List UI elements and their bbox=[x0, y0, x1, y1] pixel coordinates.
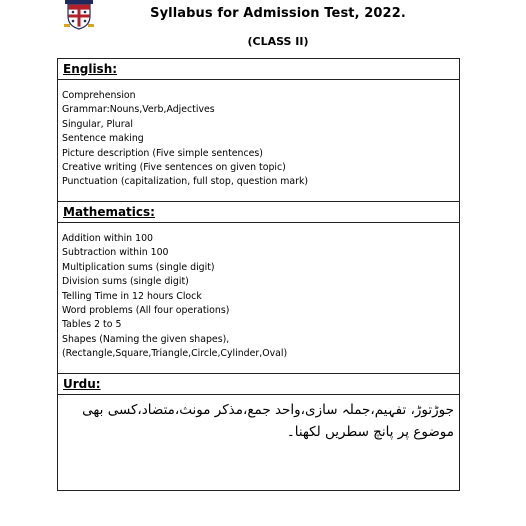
syllabus-table bbox=[57, 58, 460, 491]
mathematics-section bbox=[58, 202, 459, 374]
urdu-heading: Urdu: bbox=[58, 374, 459, 395]
mathematics-heading: Mathematics: bbox=[58, 202, 459, 223]
list-item: Comprehension bbox=[62, 90, 136, 101]
urdu-section bbox=[58, 374, 459, 490]
list-item: Subtraction within 100 bbox=[62, 247, 169, 259]
list-item: Singular, Plural bbox=[62, 118, 133, 130]
urdu-syllabus-text: جوڑتوڑ، تفہیم،جملہ سازی،واحد جمع،مذکر مونث،متضاد،کسی بھی موضوع پر پانچ سطریں لکھنا۔ bbox=[82, 402, 454, 440]
list-item: Word problems (All four operations) bbox=[62, 305, 230, 317]
list-item: Picture description (Five simple sentences) bbox=[62, 147, 263, 159]
class-label: (CLASS II) bbox=[247, 35, 309, 48]
list-item: Creative writing (Five sentences on given topic) bbox=[62, 162, 286, 174]
list-item: Multiplication sums (single digit) bbox=[62, 261, 215, 273]
english-topic-list bbox=[58, 80, 459, 190]
mathematics-topic-list bbox=[58, 223, 459, 362]
list-item: Addition within 100 bbox=[62, 233, 154, 244]
english-section bbox=[58, 59, 459, 202]
list-item: Grammar:Nouns,Verb,Adjectives bbox=[62, 104, 215, 116]
english-heading: English: bbox=[58, 59, 459, 80]
page-title: Syllabus for Admission Test, 2022. bbox=[150, 6, 406, 21]
crest-scroll-left bbox=[64, 24, 70, 27]
list-item: Punctuation (capitalization, full stop, question mark) bbox=[62, 176, 309, 188]
list-item: Shapes (Naming the given shapes),(Rectangle,Square,Triangle,Circle,Cylinder,Oval) bbox=[62, 333, 288, 360]
list-item: Sentence making bbox=[62, 133, 144, 145]
list-item: Tables 2 to 5 bbox=[62, 319, 122, 331]
list-item: Telling Time in 12 hours Clock bbox=[62, 290, 202, 302]
crest-scroll-right bbox=[88, 24, 94, 27]
list-item: Division sums (single digit) bbox=[62, 276, 189, 288]
